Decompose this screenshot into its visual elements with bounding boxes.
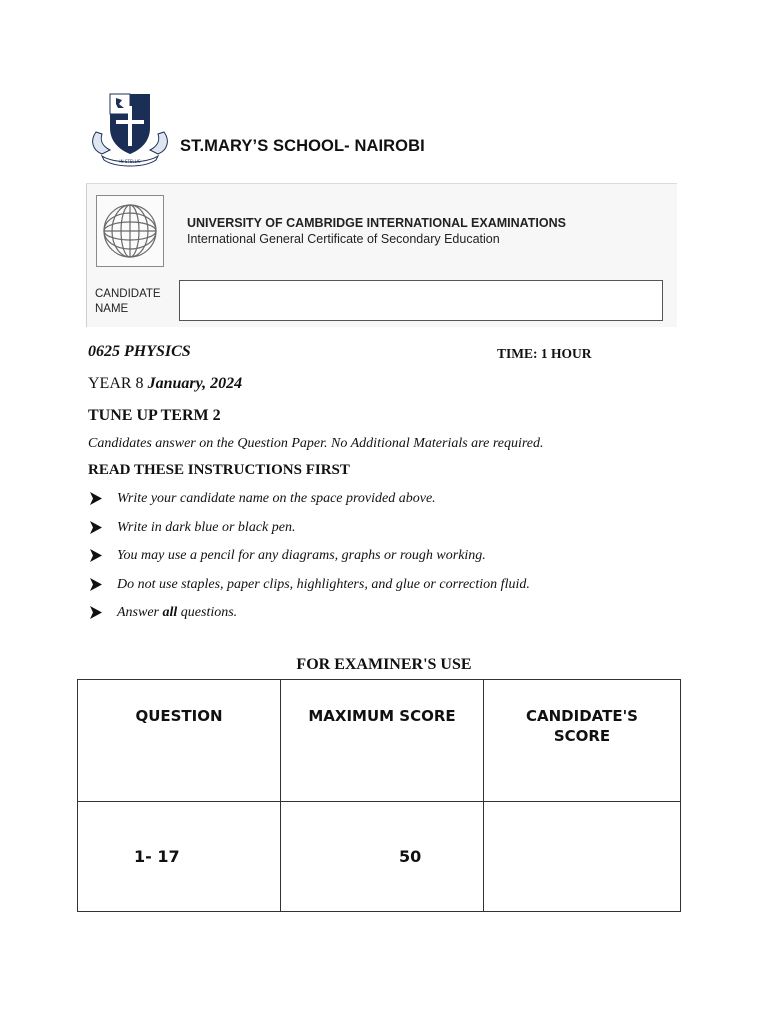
arrow-bullet-icon [90,521,102,534]
arrow-bullet-icon [90,578,102,591]
list-item [90,490,530,519]
globe-icon [101,202,159,260]
instructions-list [90,490,530,633]
candidate-label-line1: CANDIDATE [95,288,161,300]
arrow-bullet-icon [90,549,102,562]
list-item [90,519,530,548]
cell-candidate-score[interactable] [484,802,681,912]
svg-text:IN STELLIS: IN STELLIS [119,159,141,164]
course-title: 0625 PHYSICS [88,343,191,360]
header-question: QUESTION [78,680,281,802]
instruction-text: Write in dark blue or black pen. [117,519,296,535]
question-range: 1- 17 [134,847,180,866]
candidate-label-line2: NAME [95,303,129,315]
instruction-text: Answer [117,605,163,620]
exam-date: January, 2024 [147,375,243,392]
instruction-text: You may use a pencil for any diagrams, graphs or rough working. [117,548,486,563]
instruction-text-end: questions. [177,605,238,620]
candidate-name-field[interactable] [179,280,663,321]
arrow-bullet-icon [90,606,102,619]
instruction-text: Write your candidate name on the space provided above. [117,491,436,506]
table-header-row [78,680,681,802]
year-label: YEAR 8 [88,375,144,392]
table-row [78,802,681,912]
candidate-name-label [95,287,175,317]
cell-max-score [281,802,484,912]
examiner-use-title: FOR EXAMINER'S USE [296,656,472,673]
school-crest-icon [88,92,172,168]
header-candidate-score [484,680,681,802]
school-name: ST.MARY’S SCHOOL- NAIROBI [180,137,425,155]
instructions-heading: READ THESE INSTRUCTIONS FIRST [88,462,350,478]
list-item [90,576,530,605]
globe-logo [96,195,164,267]
header-candidate-score-text: CANDIDATE'S SCORE [526,707,638,745]
max-score-value: 50 [399,847,422,866]
examiner-score-table [77,679,681,912]
candidates-note: Candidates answer on the Question Paper. No Additional Materials are required. [88,436,544,451]
list-item [90,604,530,633]
cambridge-header-panel [86,183,677,327]
exam-year-date [88,375,242,393]
arrow-bullet-icon [90,492,102,505]
header-max-score: MAXIMUM SCORE [281,680,484,802]
cie-subtitle: International General Certificate of Secondary Education [187,232,500,246]
exam-time: TIME: 1 HOUR [497,346,592,361]
instruction-emphasis: all [162,605,178,620]
cell-question [78,802,281,912]
instruction-text: Do not use staples, paper clips, highlighters, and glue or correction fluid. [117,576,530,592]
list-item [90,547,530,576]
exam-term: TUNE UP TERM 2 [88,407,221,424]
cie-title: UNIVERSITY OF CAMBRIDGE INTERNATIONAL EXAMINATIONS [187,216,566,230]
